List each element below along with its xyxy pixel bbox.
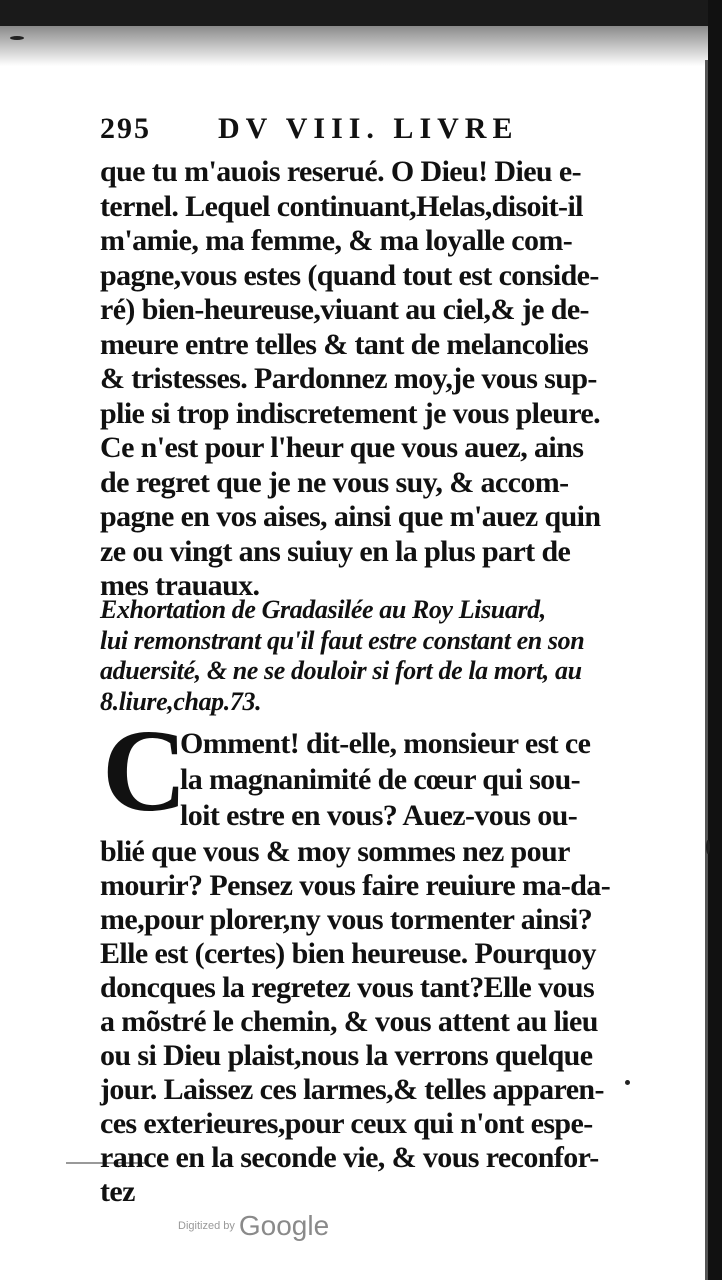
text-line: ze ou vingt ans suiuy en la plus part de: [100, 534, 571, 568]
text-line: pagne en vos aises, ainsi que m'auez quin: [100, 500, 601, 533]
text-line: que tu m'auois reserué. O Dieu! Dieu e-: [100, 155, 582, 188]
text-line: jour. Laissez ces larmes,& telles apparen-: [100, 1073, 604, 1106]
text-line: ou si Dieu plaist,nous la verrons quelque: [100, 1039, 593, 1072]
google-logo: Google: [238, 1210, 330, 1241]
text-line: m'amie, ma femme, & ma loyalle com-: [100, 224, 573, 257]
text-line: plie si trop indiscretement je vous pleure.: [100, 396, 601, 430]
running-title: DV VIII. LIVRE: [218, 112, 519, 145]
text-line: meure entre telles & tant de melancolies: [100, 327, 589, 361]
text-line: blié que vous & moy sommes nez pour: [100, 835, 570, 868]
text-line: mes trauaux.: [100, 569, 260, 602]
text-line: 8.liure,chap.73.: [100, 686, 262, 716]
text-line: rance en la seconde vie, & vous reconfor-: [100, 1141, 599, 1174]
text-line: mourir? Pensez vous faire reuiure ma-da-: [100, 869, 611, 902]
watermark-label: Digitized by: [178, 1220, 235, 1232]
scan-speck: [10, 36, 24, 40]
text-line: ré) bien-heureuse,viuant au ciel,& je de-: [100, 293, 589, 326]
text-line: Elle est (certes) bien heureuse. Pourquoy: [100, 937, 596, 970]
text-line: aduersité, & ne se douloir si fort de la mort, au: [100, 656, 582, 685]
text-line: tez: [100, 1175, 135, 1208]
scan-speck: [706, 840, 710, 854]
text-line: a mõstré le chemin, & vous attent au lieu: [100, 1005, 598, 1038]
scan-edge-top: [0, 0, 722, 26]
scan-shadow-top: [0, 26, 722, 66]
text-line: pagne,vous estes (quand tout est conside-: [100, 258, 599, 292]
scan-shadow-right: [705, 60, 708, 1280]
text-line: doncques la regretez vous tant?Elle vous: [100, 971, 595, 1004]
page-number: 295: [100, 112, 151, 145]
text-line: lui remonstrant qu'il faut estre constant en son: [100, 625, 585, 655]
text-line: Ce n'est pour l'heur que vous auez, ains: [100, 431, 584, 464]
text-line: loit estre en vous? Auez-vous ou-: [180, 799, 578, 832]
text-line: de regret que je ne vous suy, & accom-: [100, 465, 569, 499]
text-line: Omment! dit-elle, monsieur est ce: [180, 727, 591, 760]
page-header: [100, 112, 600, 148]
text-line: me,pour plorer,ny vous tormenter ainsi?: [100, 903, 593, 936]
scan-speck: [625, 1080, 630, 1085]
drop-cap: C: [102, 705, 188, 836]
text-line: ces exterieures,pour ceux qui n'ont espe-: [100, 1107, 593, 1140]
text-line: & tristesses. Pardonnez moy,je vous sup-: [100, 362, 597, 395]
scan-edge-right: [708, 0, 722, 1280]
text-line: la magnanimité de cœur qui sou-: [180, 763, 581, 796]
digitization-watermark: [178, 1210, 329, 1242]
text-line: ternel. Lequel continuant,Helas,disoit-il: [100, 189, 583, 223]
text-line: Exhortation de Gradasilée au Roy Lisuard,: [100, 595, 546, 624]
